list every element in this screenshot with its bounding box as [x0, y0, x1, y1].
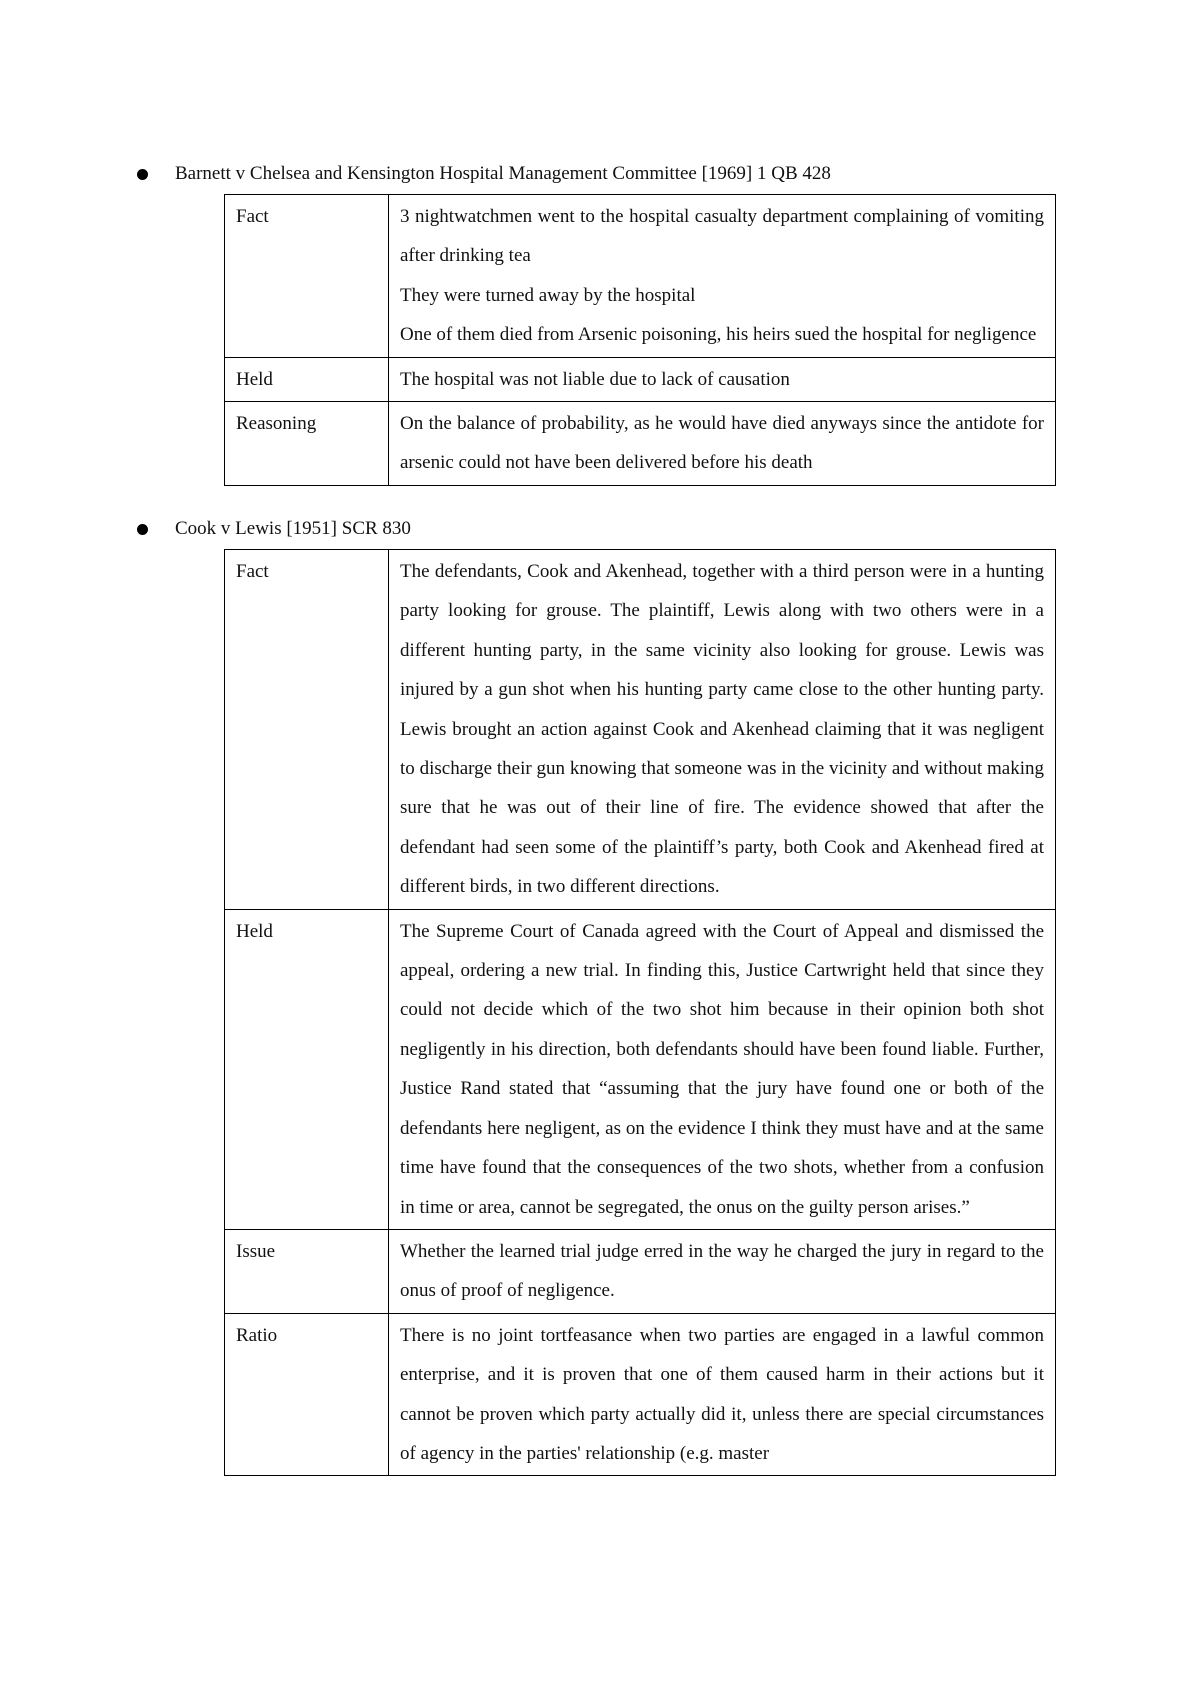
ratio-paragraph: There is no joint tortfeasance when two parties are engaged in a lawful common enterprise, and it is proven that one of them caused harm in their actions but it cannot be proven which party actually did it, unless there are special circumstances of agency in the parties' relationship (e.g. master	[400, 1324, 1044, 1464]
row-label: Fact	[225, 550, 389, 910]
row-content	[389, 1313, 1056, 1476]
row-content	[389, 357, 1056, 401]
fact-paragraph: 3 nightwatchmen went to the hospital casualty department complaining of vomiting after drinking tea	[400, 206, 1044, 267]
held-paragraph: The Supreme Court of Canada agreed with the Court of Appeal and dismissed the appeal, ordering a new trial. In finding this, Justice Cartwright held that since they could not decide which of the two shot him because in their opinion both shot negligently in his direction, both defendants should have been found liable. Further, Justice Rand stated that “assuming that the jury have found one or both of the defendants here negligent, as on the evidence I think they must have and at the same time have found that the consequences of the two shots, whether from a confusion in time or area, cannot be segregated, the onus on the guilty person arises.”	[400, 920, 1044, 1218]
table-row-held	[225, 909, 1056, 1229]
row-label: Held	[225, 909, 389, 1229]
table-row-ratio	[225, 1313, 1056, 1476]
table-row-held	[225, 357, 1056, 401]
bullet-icon	[137, 169, 148, 180]
case-table	[224, 194, 1056, 486]
issue-paragraph: Whether the learned trial judge erred in the way he charged the jury in regard to the onus of proof of negligence.	[400, 1240, 1044, 1302]
row-content	[389, 550, 1056, 910]
table-row-fact	[225, 195, 1056, 358]
fact-paragraph: They were turned away by the hospital	[400, 284, 696, 306]
row-label: Ratio	[225, 1313, 389, 1476]
case-table	[224, 549, 1056, 1476]
table-row-fact	[225, 550, 1056, 910]
row-content	[389, 402, 1056, 486]
fact-paragraph: The defendants, Cook and Akenhead, together with a third person were in a hunting party looking for grouse. The plaintiff, Lewis along with two others were in a different hunting party, in the same vicinity also looking for grouse. Lewis was injured by a gun shot when his hunting party came close to the other hunting party. Lewis brought an action against Cook and Akenhead claiming that it was negligent to discharge their gun knowing that someone was in the vicinity and without making sure that he was out of their line of fire. The evidence showed that after the defendant had seen some of the plaintiff’s party, both Cook and Akenhead fired at different birds, in two different directions.	[400, 561, 1044, 898]
bullet-icon	[137, 524, 148, 535]
row-label: Reasoning	[225, 402, 389, 486]
held-paragraph: The hospital was not liable due to lack of causation	[400, 368, 790, 390]
row-label: Held	[225, 357, 389, 401]
reasoning-paragraph: On the balance of probability, as he would have died anyways since the antidote for arsenic could not have been delivered before his death	[400, 413, 1044, 474]
row-content	[389, 909, 1056, 1229]
row-content	[389, 1229, 1056, 1313]
case-title: Cook v Lewis [1951] SCR 830	[175, 518, 411, 539]
table-row-reasoning	[225, 402, 1056, 486]
row-content	[389, 195, 1056, 358]
case-title: Barnett v Chelsea and Kensington Hospital Management Committee [1969] 1 QB 428	[175, 163, 831, 184]
table-row-issue	[225, 1229, 1056, 1313]
case-heading	[137, 514, 411, 544]
row-label: Fact	[225, 195, 389, 358]
row-label: Issue	[225, 1229, 389, 1313]
case-heading	[137, 159, 831, 189]
fact-paragraph: One of them died from Arsenic poisoning, his heirs sued the hospital for negligence	[400, 324, 1037, 346]
